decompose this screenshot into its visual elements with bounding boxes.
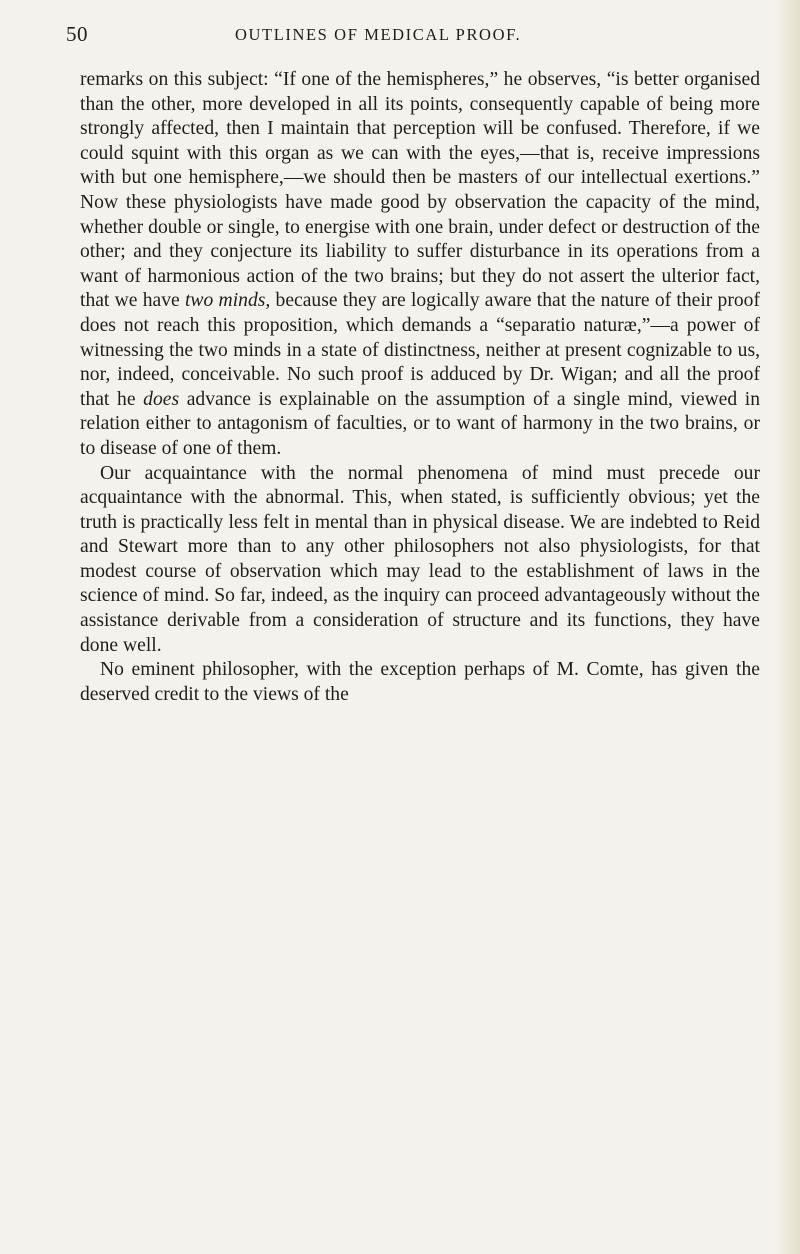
page-number: 50 <box>66 22 88 46</box>
body-text <box>80 68 760 707</box>
paragraph-2: Our acquaintance with the normal phenomena of mind must precede our acquaintance with the abnormal. This, when stated, is sufficiently obvious; yet the truth is practically less felt in mental than in physical disease. We are indebted to Reid and Stewart more than to any other philosophers not also physiologists, for that modest course of observation which may lead to the establishment of laws in the science of mind. So far, indeed, as the inquiry can proceed advantageously without the assistance derivable from a consideration of structure and its functions, they have done well. <box>80 462 760 656</box>
page-header <box>66 22 766 52</box>
paragraph-1-text-b: because they are logically aware that the nature of their proof does not reach this proposition, which demands a “separatio naturæ,”—a power of witnessing the two minds in a state of distinctness, neither at present cognizable to us, nor, indeed, conceivable. No such proof is adduced by Dr. Wigan; and all the proof that he <box>80 290 760 410</box>
paragraph-1-text-c: advance is explainable on the assumption of a single mind, viewed in relation either to antagonism of faculties, or to want of harmony in the two brains, or to disease of one of them. <box>80 388 760 459</box>
paragraph-1-text-a: remarks on this subject: “If one of the hemispheres,” he observes, “is better organised than the other, more developed in all its points, consequently capable of being more strongly affected, then I maintain that perception will be confused. Therefore, if we could squint with this organ as we can with the eyes,—that is, receive impressions with but one hemisphere,—we should then be masters of our intellectual exertions.” Now these physiologists have made good by observation the capacity of the mind, whether double or single, to energise with one brain, under defect or destruction of the other; and they conjecture its liability to suffer disturbance in its operations from a want of harmonious action of the two brains; but they do not assert the ulterior fact, that we have <box>80 69 760 312</box>
running-title: OUTLINES OF MEDICAL PROOF. <box>235 25 522 44</box>
paragraph-1-italic-does: does <box>143 388 180 410</box>
paragraph-3: No eminent philosopher, with the exception perhaps of M. Comte, has given the deserved credit to the views of the <box>80 659 760 705</box>
paragraph-1 <box>80 68 760 462</box>
page-edge-shadow <box>774 0 800 1254</box>
paragraph-1-italic-two-minds: two minds, <box>184 290 271 312</box>
